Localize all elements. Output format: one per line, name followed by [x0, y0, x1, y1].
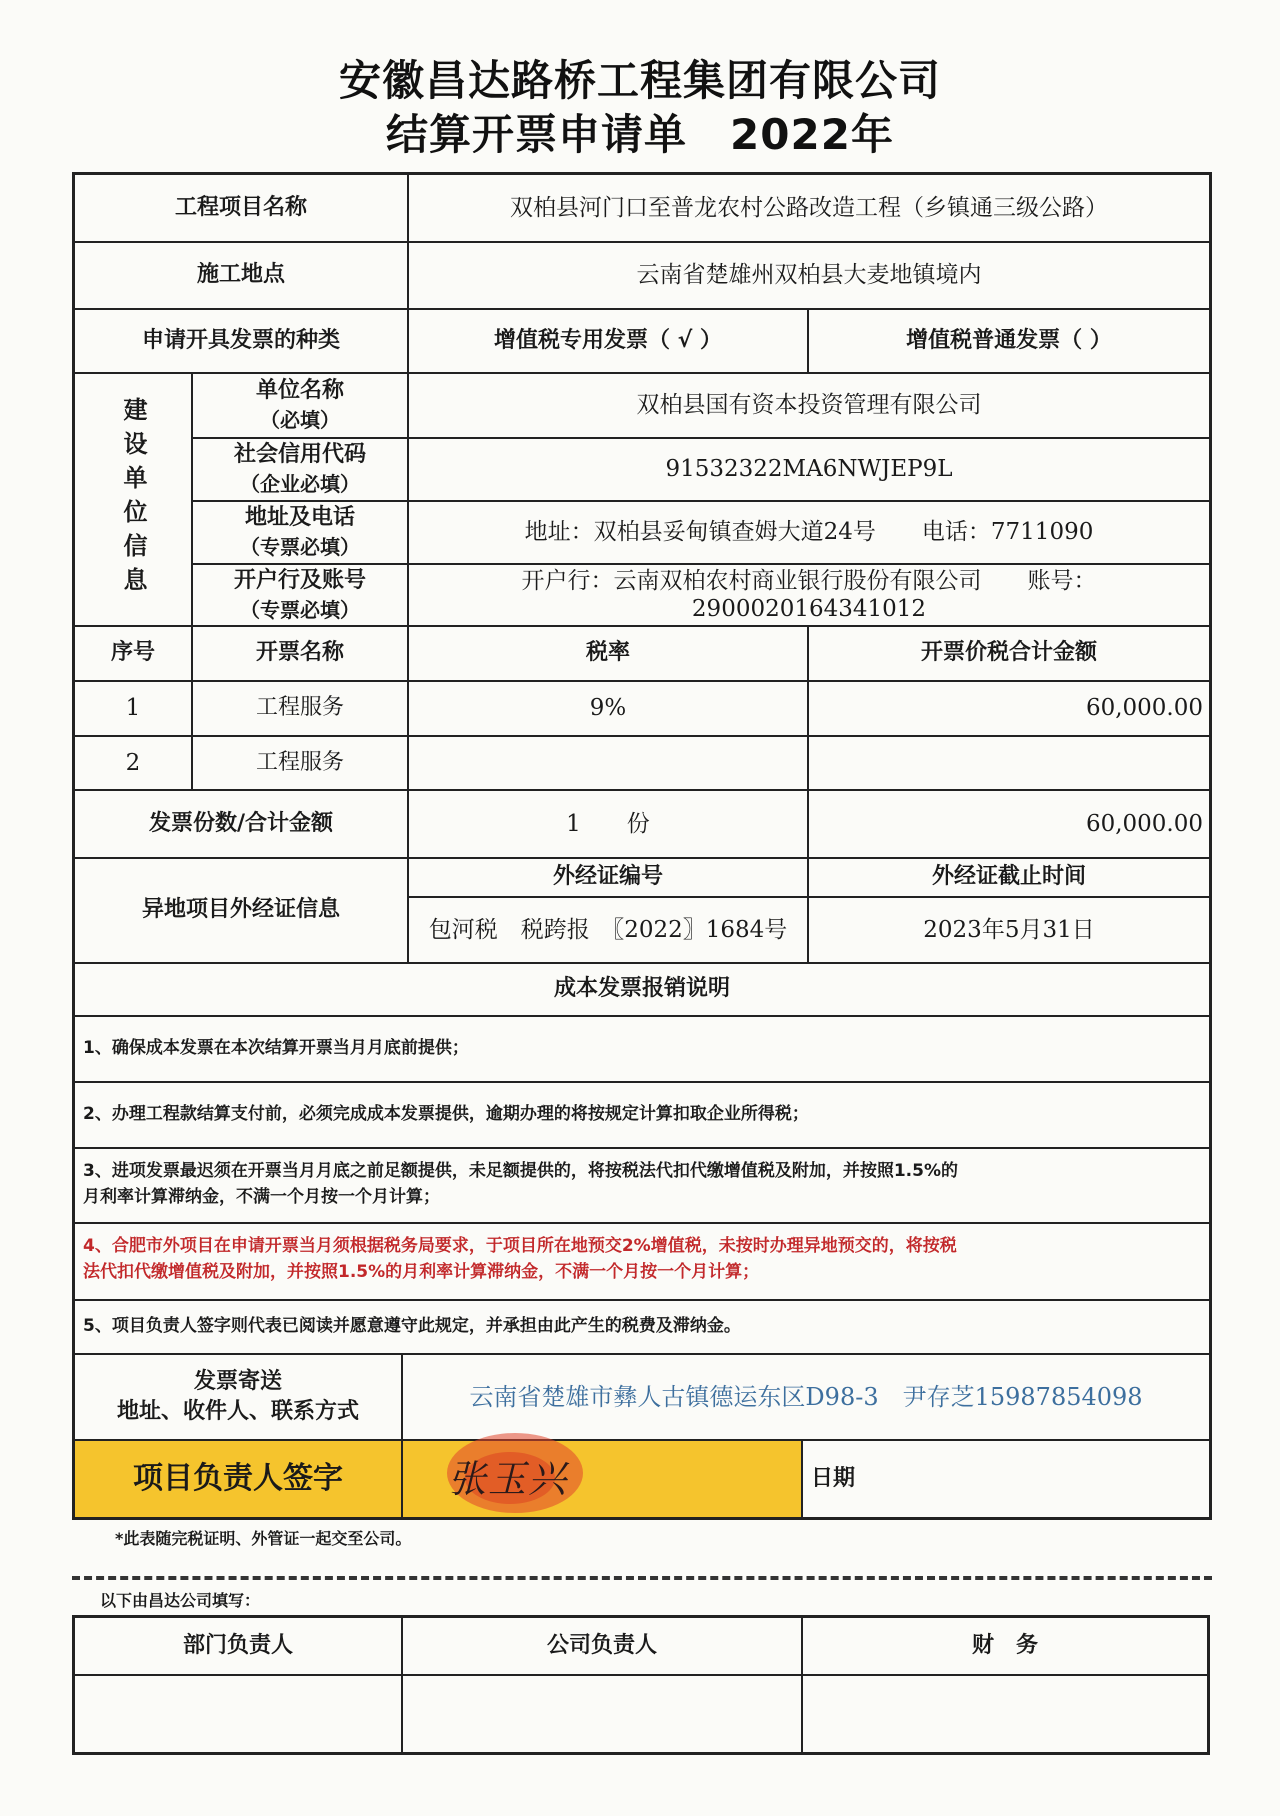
- total-amount: 60,000.00: [1085, 810, 1203, 837]
- item-2-rate: [409, 736, 807, 789]
- item-2-name: 工程服务: [255, 749, 344, 775]
- date-label: 日期: [811, 1466, 856, 1491]
- footnote: *此表随完税证明、外管证一起交至公司。: [115, 1529, 412, 1548]
- finance-sign-field[interactable]: [803, 1676, 1207, 1752]
- settlement-form: [72, 172, 1212, 1520]
- item-1-amount: 60,000.00: [1085, 695, 1203, 721]
- bank-name-text: 开户行：云南双柏农村商业银行股份有限公司 账号：: [521, 567, 1097, 594]
- total-label: 发票份数/合计金额: [148, 810, 334, 836]
- builder-name-sub: （必填）: [260, 408, 340, 432]
- builder-group-label: 建设单位信息: [119, 397, 147, 601]
- credit-code-label: [193, 438, 407, 500]
- builder-name-label-text: 单位名称: [255, 378, 344, 403]
- address-phone-label-text: 地址及电话: [244, 505, 355, 530]
- notes-title: 成本发票报销说明: [553, 976, 730, 1001]
- item-2-no: 2: [125, 749, 141, 776]
- bank-account-sub: （专票必填）: [240, 597, 360, 622]
- company-title: 安徽昌达路桥工程集团有限公司: [338, 56, 941, 105]
- address-phone-sub: （专票必填）: [240, 535, 360, 559]
- invoice-type-label: 申请开具发票的种类: [141, 327, 340, 353]
- site-label: 施工地点: [196, 262, 285, 287]
- outside-cert-label: 异地项目外经证信息: [141, 897, 340, 922]
- vat-special-option[interactable]: 增值税专用发票（ √ ）: [494, 327, 722, 353]
- bank-account-label: [193, 564, 407, 625]
- approval-table: [72, 1615, 1210, 1755]
- signature-label: 项目负责人签字: [133, 1461, 343, 1496]
- divider-dashed: [72, 1576, 1212, 1580]
- header-name: 开票名称: [255, 640, 344, 665]
- mailing-label: [75, 1354, 401, 1439]
- note-3: [83, 1158, 1201, 1210]
- item-1-no: 1: [125, 695, 141, 721]
- outside-cert-deadline-value: 2023年5月31日: [923, 916, 1095, 943]
- note-4-line-2: 法代扣代缴增值税及附加，并按照1.5%的月利率计算滞纳金，不满一个月按一个月计算；: [83, 1262, 760, 1282]
- note-3-line-2: 月利率计算滞纳金，不满一个月按一个月计算；: [83, 1187, 440, 1207]
- mailing-label-2: 地址、收件人、联系方式: [116, 1398, 359, 1424]
- note-3-line-1: 3、进项发票最迟须在开票当月月底之前足额提供，未足额提供的，将按税法代扣代缴增值税及附加，并按照1.5%的: [83, 1161, 958, 1181]
- outside-cert-no-value: 包河税 税跨报 〖2022〗1684号: [428, 916, 788, 943]
- project-name-value: 双柏县河门口至普龙农村公路改造工程（乡镇通三级公路）: [510, 195, 1108, 221]
- credit-code-value: 91532322MA6NWJEP9L: [665, 456, 953, 482]
- credit-code-label-text: 社会信用代码: [233, 442, 366, 467]
- dept-head-sign-field[interactable]: [75, 1676, 401, 1752]
- total-count: 1 份: [566, 810, 650, 837]
- form-title: 结算开票申请单 2022年: [386, 110, 894, 159]
- item-1-rate: 9%: [589, 695, 627, 721]
- mailing-value: 云南省楚雄市彝人古镇德运东区D98-3 尹存芝15987854098: [469, 1382, 1143, 1411]
- outside-cert-deadline-label: 外经证截止时间: [931, 864, 1086, 889]
- note-4: [83, 1233, 1201, 1285]
- bank-account-label-text: 开户行及账号: [233, 567, 366, 593]
- note-4-line-1: 4、合肥市外项目在申请开票当月须根据税务局要求，于项目所在地预交2%增值税，未按时办理异地预交的，将按税: [83, 1236, 957, 1256]
- note-2: 2、办理工程款结算支付前，必须完成成本发票提供，逾期办理的将按规定计算扣取企业所得税；: [83, 1104, 809, 1124]
- address-phone-label: [193, 501, 407, 563]
- header-no: 序号: [110, 640, 155, 665]
- bank-account-value: [409, 564, 1209, 625]
- company-head-sign-field[interactable]: [403, 1676, 801, 1752]
- header-amount: 开票价税合计金额: [920, 640, 1097, 665]
- credit-code-sub: （企业必填）: [240, 472, 360, 496]
- site-value: 云南省楚雄州双柏县大麦地镇境内: [636, 262, 982, 288]
- builder-name-label: [193, 373, 407, 437]
- company-fill-note: 以下由昌达公司填写：: [100, 1591, 261, 1610]
- signed-name: 张玉兴: [448, 1457, 569, 1501]
- company-head-label: 公司负责人: [546, 1633, 657, 1658]
- mailing-label-1: 发票寄送: [193, 1368, 282, 1394]
- outside-cert-no-label: 外经证编号: [552, 864, 663, 889]
- dept-head-label: 部门负责人: [182, 1633, 293, 1658]
- note-5: 5、项目负责人签字则代表已阅读并愿意遵守此规定，并承担由此产生的税费及滞纳金。: [83, 1316, 741, 1336]
- finance-label: 财 务: [971, 1633, 1038, 1658]
- item-1-name: 工程服务: [255, 695, 344, 720]
- vat-normal-option[interactable]: 增值税普通发票（ ）: [906, 327, 1112, 353]
- address-phone-value: 地址：双柏县妥甸镇查姆大道24号 电话：7711090: [524, 519, 1094, 545]
- project-name-label: 工程项目名称: [174, 195, 307, 220]
- note-1: 1、确保成本发票在本次结算开票当月月底前提供；: [83, 1038, 469, 1058]
- bank-account-number: 2900020164341012: [691, 595, 927, 622]
- builder-name-value: 双柏县国有资本投资管理有限公司: [636, 392, 982, 418]
- item-2-amount: [809, 736, 1209, 789]
- header-rate: 税率: [585, 640, 630, 665]
